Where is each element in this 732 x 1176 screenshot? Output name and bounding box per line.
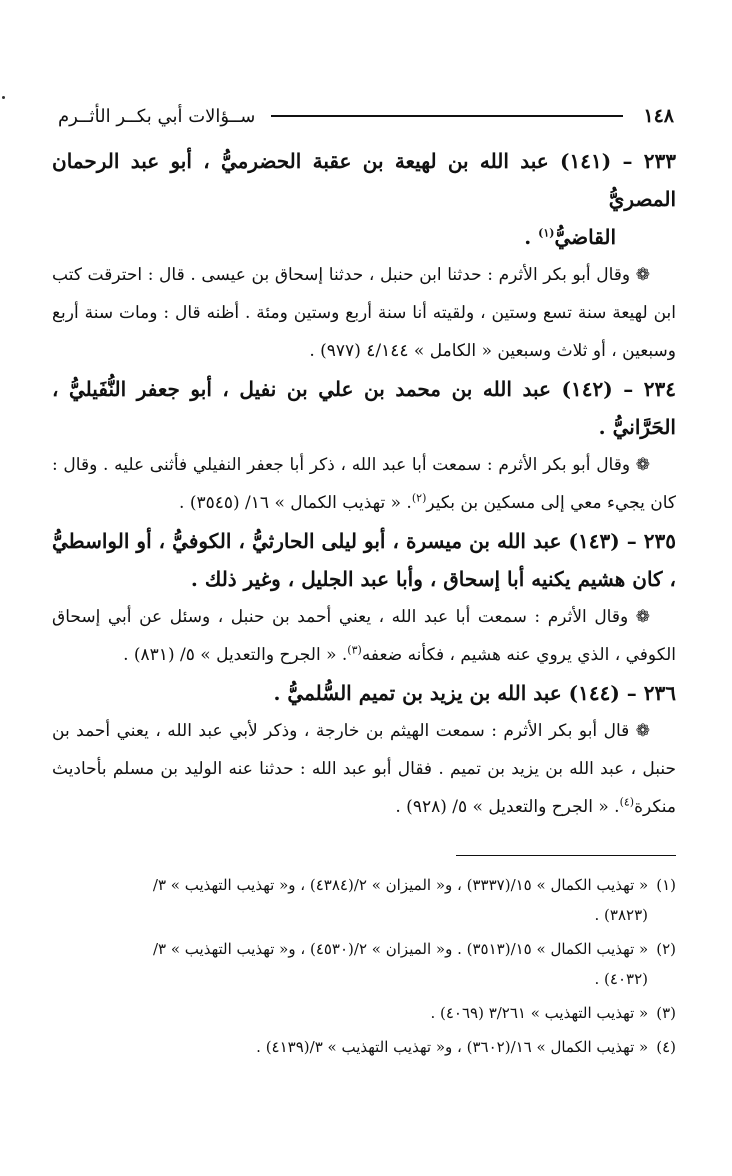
main-text (52, 142, 676, 826)
footnote-text: « تهذيب الكمال » ١٥/(٣٥١٣) . و« الميزان » ٢/(٤٥٣٠) ، و« تهذيب التهذيب » ٣/ (152, 940, 649, 958)
entry-text-part: ❁ وقال الأثرم : سمعت أبا عبد الله ، يعني أحمد بن حنبل ، وسئل عن أبي إسحاق الكوفي ، الذي يروي عنه هشيم ، فكأنه ضعفه (52, 607, 676, 665)
entry-text-part: ❁ قال أبو بكر الأثرم : سمعت الهيثم بن خارجة ، وذكر لأبي عبد الله ، يعني أحمد بن حنبل ، عبد الله بن يزيد بن تميم . فقال أبو عبد الله : حدثنا عنه الوليد بن مسلم بأحاديث منكرة (52, 721, 677, 817)
entry-text-part: . « تهذيب الكمال » ١٦/ (٣٥٤٥) . (179, 493, 412, 513)
running-title: ســؤالات أبي بكــر الأثــرم (58, 105, 256, 127)
footnote-separator (456, 855, 676, 856)
entry-title-cont-text: القاضيُّ (554, 225, 616, 249)
header-rule (271, 115, 623, 117)
footnote-number: (١) (656, 876, 676, 894)
footnote-number: (٢) (656, 940, 676, 958)
footnote-ref-4[interactable]: (٤) (619, 795, 635, 809)
entry-title-234: ٢٣٤ – (١٤٢) عبد الله بن محمد بن علي بن نفيل ، أبو جعفر النُّفَيليُّ ، الحَرَّانيُّ . (52, 377, 676, 439)
footnote-ref-2[interactable]: (٢) (411, 491, 427, 505)
footnote-ref-1[interactable]: (١) (538, 226, 555, 240)
entry-text-part: . « الجرح والتعديل » ٥/ (٩٢٨) . (395, 797, 620, 817)
entry-title-text: ٢٣٣ – (١٤١) عبد الله بن لهيعة بن عقبة الحضرميُّ ، أبو عبد الرحمان المصريُّ (52, 149, 677, 211)
entry-title-236: ٢٣٦ – (١٤٤) عبد الله بن يزيد بن تميم السُّلميُّ . (273, 681, 676, 705)
entry-text-236 (52, 712, 676, 826)
running-header (58, 100, 674, 132)
entry-text-part: . « الجرح والتعديل » ٥/ (٨٣١) . (123, 645, 348, 665)
entry-title-continuation (52, 218, 676, 256)
footnote-1 (52, 870, 676, 930)
footnote-text: « تهذيب الكمال » ١٦/(٣٦٠٢) ، و« تهذيب التهذيب » ٣/(٤١٣٩) . (256, 1038, 649, 1056)
entry-title-233 (52, 142, 676, 256)
footnote-2 (52, 934, 676, 994)
footnote-number: (٤) (656, 1038, 676, 1056)
entry-text-part: ❁ وقال أبو بكر الأثرم : سمعت أبا عبد الله ، ذكر أبا جعفر النفيلي فأثنى عليه . وقال : كان يجيء معي إلى مسكين بن بكير (52, 455, 676, 513)
footnote-4 (52, 1032, 676, 1062)
footnote-continuation: (٣٨٢٣) . (594, 906, 648, 924)
entry-title-end: . (524, 225, 539, 249)
entry-text-234 (52, 446, 676, 522)
page-number: ١٤٨ (643, 105, 674, 127)
scan-speck (2, 96, 5, 99)
entry-text-235 (52, 598, 676, 674)
footnote-number: (٣) (656, 1004, 676, 1022)
footnote-text: « تهذيب الكمال » ١٥/(٣٣٣٧) ، و« الميزان » ٢/(٤٣٨٤) ، و« تهذيب التهذيب » ٣/ (152, 876, 649, 894)
footnote-3 (52, 998, 676, 1028)
footnotes (52, 870, 676, 1066)
footnote-ref-3[interactable]: (٣) (347, 643, 362, 657)
footnote-continuation: (٤٠٣٢) . (594, 970, 648, 988)
entry-title-235: ٢٣٥ – (١٤٣) عبد الله بن ميسرة ، أبو ليلى الحارثيُّ ، الكوفيُّ ، أو الواسطيُّ ، كان هشيم يكنيه أبا إسحاق ، وأبا عبد الجليل ، وغير ذلك . (52, 529, 676, 591)
footnote-text: « تهذيب التهذيب » ٣/٢٦١ (٤٠٦٩) . (430, 1004, 649, 1022)
entry-text-233: ❁ وقال أبو بكر الأثرم : حدثنا ابن حنبل ، حدثنا إسحاق بن عيسى . قال : احترقت كتب ابن لهيعة سنة تسع وستين ، ولقيته أنا سنة أربع وستين ومئة . أظنه قال : ومات سنة أربع وسبعين ، أو ثلاث وسبعين « الكامل » ٤/١٤٤ (٩٧٧) . (52, 265, 676, 361)
